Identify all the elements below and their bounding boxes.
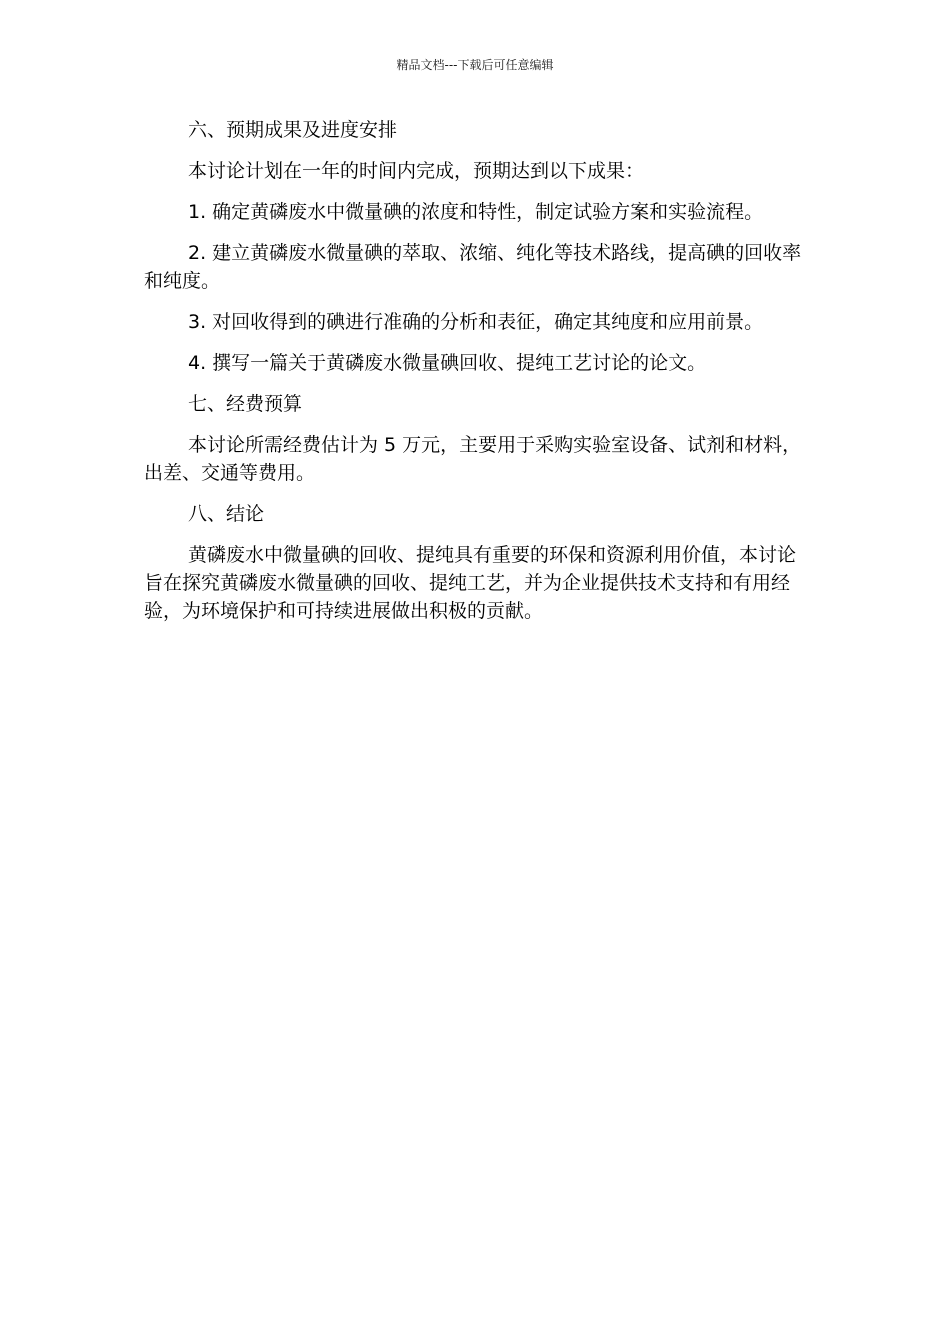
section-heading-conclusion: 八、结论	[188, 503, 265, 525]
section-heading-expected-results: 六、预期成果及进度安排	[188, 119, 398, 141]
list-item-result-4: 4. 撰写一篇关于黄磷废水微量碘回收、提纯工艺讨论的论文。	[188, 352, 707, 374]
list-item-result-2: 2. 建立黄磷废水微量碘的萃取、浓缩、纯化等技术路线，提高碘的回收率和纯度。	[144, 242, 802, 292]
list-item-result-1: 1. 确定黄磷废水中微量碘的浓度和特性，制定试验方案和实验流程。	[188, 201, 764, 223]
section-heading-budget: 七、经费预算	[188, 393, 303, 415]
page-header-watermark: 精品文档---下载后可任意编辑	[396, 58, 554, 72]
document-body	[144, 116, 809, 638]
list-item-result-3: 3. 对回收得到的碘进行准确的分析和表征，确定其纯度和应用前景。	[188, 311, 764, 333]
paragraph-budget: 本讨论所需经费估计为 5 万元，主要用于采购实验室设备、试剂和材料，出差、交通等费用。	[144, 434, 802, 484]
paragraph-plan-intro: 本讨论计划在一年的时间内完成，预期达到以下成果：	[188, 160, 645, 182]
paragraph-conclusion: 黄磷废水中微量碘的回收、提纯具有重要的环保和资源利用价值，本讨论旨在探究黄磷废水微量碘的回收、提纯工艺，并为企业提供技术支持和有用经验，为环境保护和可持续进展做出积极的贡献。	[144, 544, 797, 622]
